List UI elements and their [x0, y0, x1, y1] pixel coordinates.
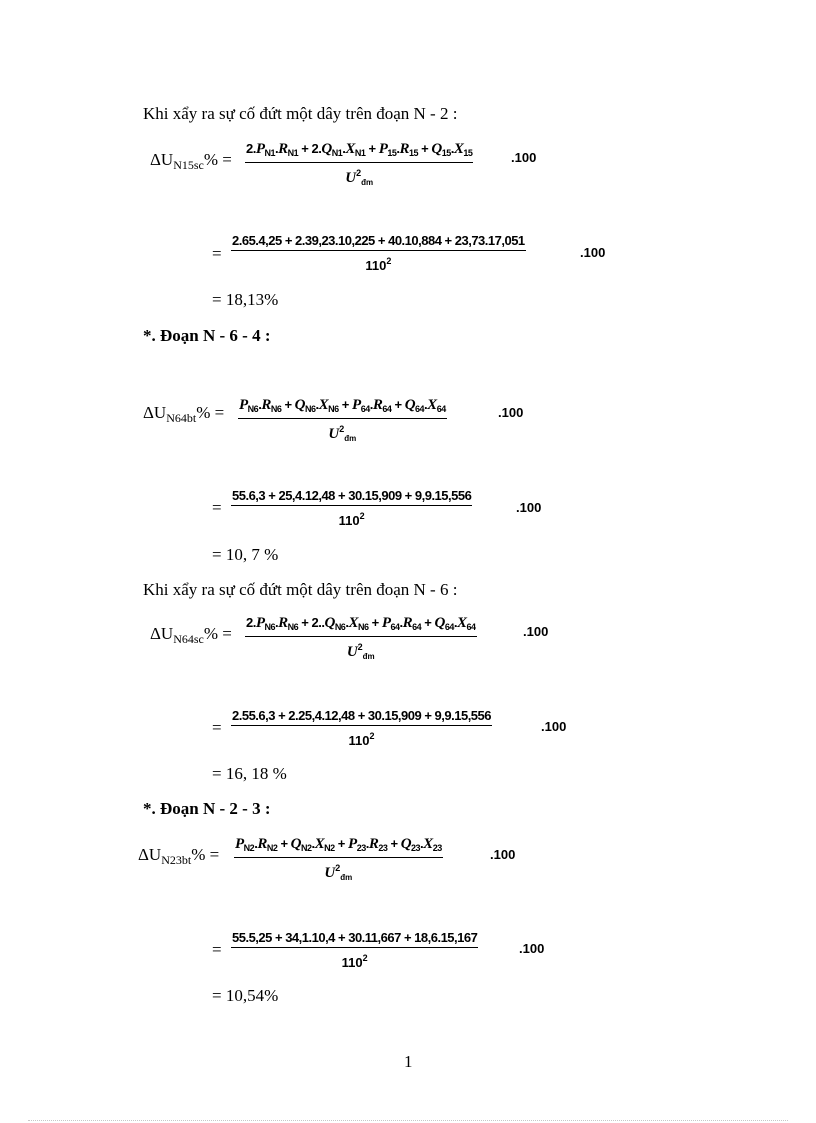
eq-n64sc-numeric-numerator: 2.55.6,3 + 2.25,4.12,48 + 30.15,909 + 9,9.15,556	[232, 708, 491, 723]
eq-n64sc-symbolic-multiplier: .100	[523, 624, 549, 639]
section-heading-n23: *. Đoạn N - 2 - 3 :	[143, 799, 271, 818]
eq-n64bt-symbolic-denominator: $U^2_{đm}$	[328, 424, 357, 443]
eq-n64bt-numeric-multiplier: .100	[516, 500, 542, 515]
eq-n23bt-symbolic-multiplier: .100	[490, 847, 516, 862]
eq-n15sc-numeric-denominator: $110^2$	[365, 256, 392, 273]
eq-n15sc-symbolic-denominator: $U^2_{đm}$	[345, 168, 374, 187]
eq-n64sc-lhs: $\Delta U_{N64sc}\%$ =	[150, 624, 232, 646]
eq-n15sc-symbolic-numerator: $2.P_{N1}.R_{N1} + 2.Q_{N1}.X_{N1} + P_{15}.R_{15} + Q_{15}.X_{15}$	[246, 141, 473, 158]
result-n64bt: = 10, 7 %	[212, 545, 279, 564]
page-bottom-divider	[28, 1120, 788, 1121]
eq-n64bt-numeric-numerator: 55.6,3 + 25,4.12,48 + 30.15,909 + 9,9.15,556	[232, 488, 472, 503]
result-n15sc: = 18,13%	[212, 290, 279, 309]
eq-n64bt-numeric-fraction	[231, 487, 472, 531]
result-n23bt: = 10,54%	[212, 986, 279, 1005]
eq-n64bt-symbolic-numerator: $P_{N6}.R_{N6} + Q_{N6}.X_{N6} + P_{64}.R_{64} + Q_{64}.X_{64}$	[239, 397, 446, 414]
eq-n23bt-numeric-fraction	[231, 929, 478, 973]
section-heading-n64: *. Đoạn N - 6 - 4 :	[143, 326, 271, 345]
eq-n23bt-symbolic-numerator: $P_{N2}.R_{N2} + Q_{N2}.X_{N2} + P_{23}.R_{23} + Q_{23}.X_{23}$	[235, 836, 442, 853]
text-intro-n2: Khi xẩy ra sự cố đứt một dây trên đoạn N - 2 :	[143, 104, 458, 123]
eq-n23bt-numeric-numerator: 55.5,25 + 34,1.10,4 + 30.11,667 + 18,6.15,167	[232, 930, 478, 945]
eq-n15sc-numeric-multiplier: .100	[580, 245, 606, 260]
eq-n64sc-numeric-fraction	[231, 707, 492, 751]
eq-n64sc-numeric-multiplier: .100	[541, 719, 567, 734]
eq-n64bt-symbolic-multiplier: .100	[498, 405, 524, 420]
eq-n64bt-numeric-denominator: $110^2$	[338, 511, 365, 528]
eq-n64sc-symbolic-fraction	[245, 614, 477, 667]
eq-n15sc-symbolic-multiplier: .100	[511, 150, 537, 165]
eq-n15sc-numeric-numerator: 2.65.4,25 + 2.39,23.10,225 + 40.10,884 + 23,73.17,051	[232, 233, 525, 248]
eq-n64sc-symbolic-numerator: $2.P_{N6}.R_{N6} + 2..Q_{N6}.X_{N6} + P_{64}.R_{64} + Q_{64}.X_{64}$	[246, 615, 476, 632]
eq-n64bt-lhs: $\Delta U_{N64bt}\%$ =	[143, 403, 225, 425]
equals-sign: =	[212, 498, 222, 517]
page-number: 1	[404, 1052, 413, 1071]
equals-sign: =	[212, 718, 222, 737]
eq-n64sc-numeric-denominator: $110^2$	[348, 731, 375, 748]
eq-n15sc-numeric-fraction	[231, 232, 526, 276]
eq-n23bt-symbolic-denominator: $U^2_{đm}$	[324, 863, 353, 882]
equals-sign: =	[212, 244, 222, 263]
eq-n23bt-numeric-multiplier: .100	[519, 941, 545, 956]
equals-sign: =	[212, 940, 222, 959]
eq-n64sc-symbolic-denominator: $U^2_{đm}$	[346, 642, 375, 661]
eq-n23bt-numeric-denominator: $110^2$	[341, 953, 368, 970]
eq-n15sc-lhs: $\Delta U_{N15sc}\%$ =	[150, 150, 232, 172]
text-intro-n6: Khi xẩy ra sự cố đứt một dây trên đoạn N - 6 :	[143, 580, 458, 599]
eq-n23bt-symbolic-fraction	[234, 835, 443, 888]
result-n64sc: = 16, 18 %	[212, 764, 287, 783]
eq-n23bt-lhs: $\Delta U_{N23bt}\%$ =	[138, 845, 220, 867]
eq-n64bt-symbolic-fraction	[238, 396, 447, 449]
eq-n15sc-symbolic-fraction	[245, 140, 473, 193]
